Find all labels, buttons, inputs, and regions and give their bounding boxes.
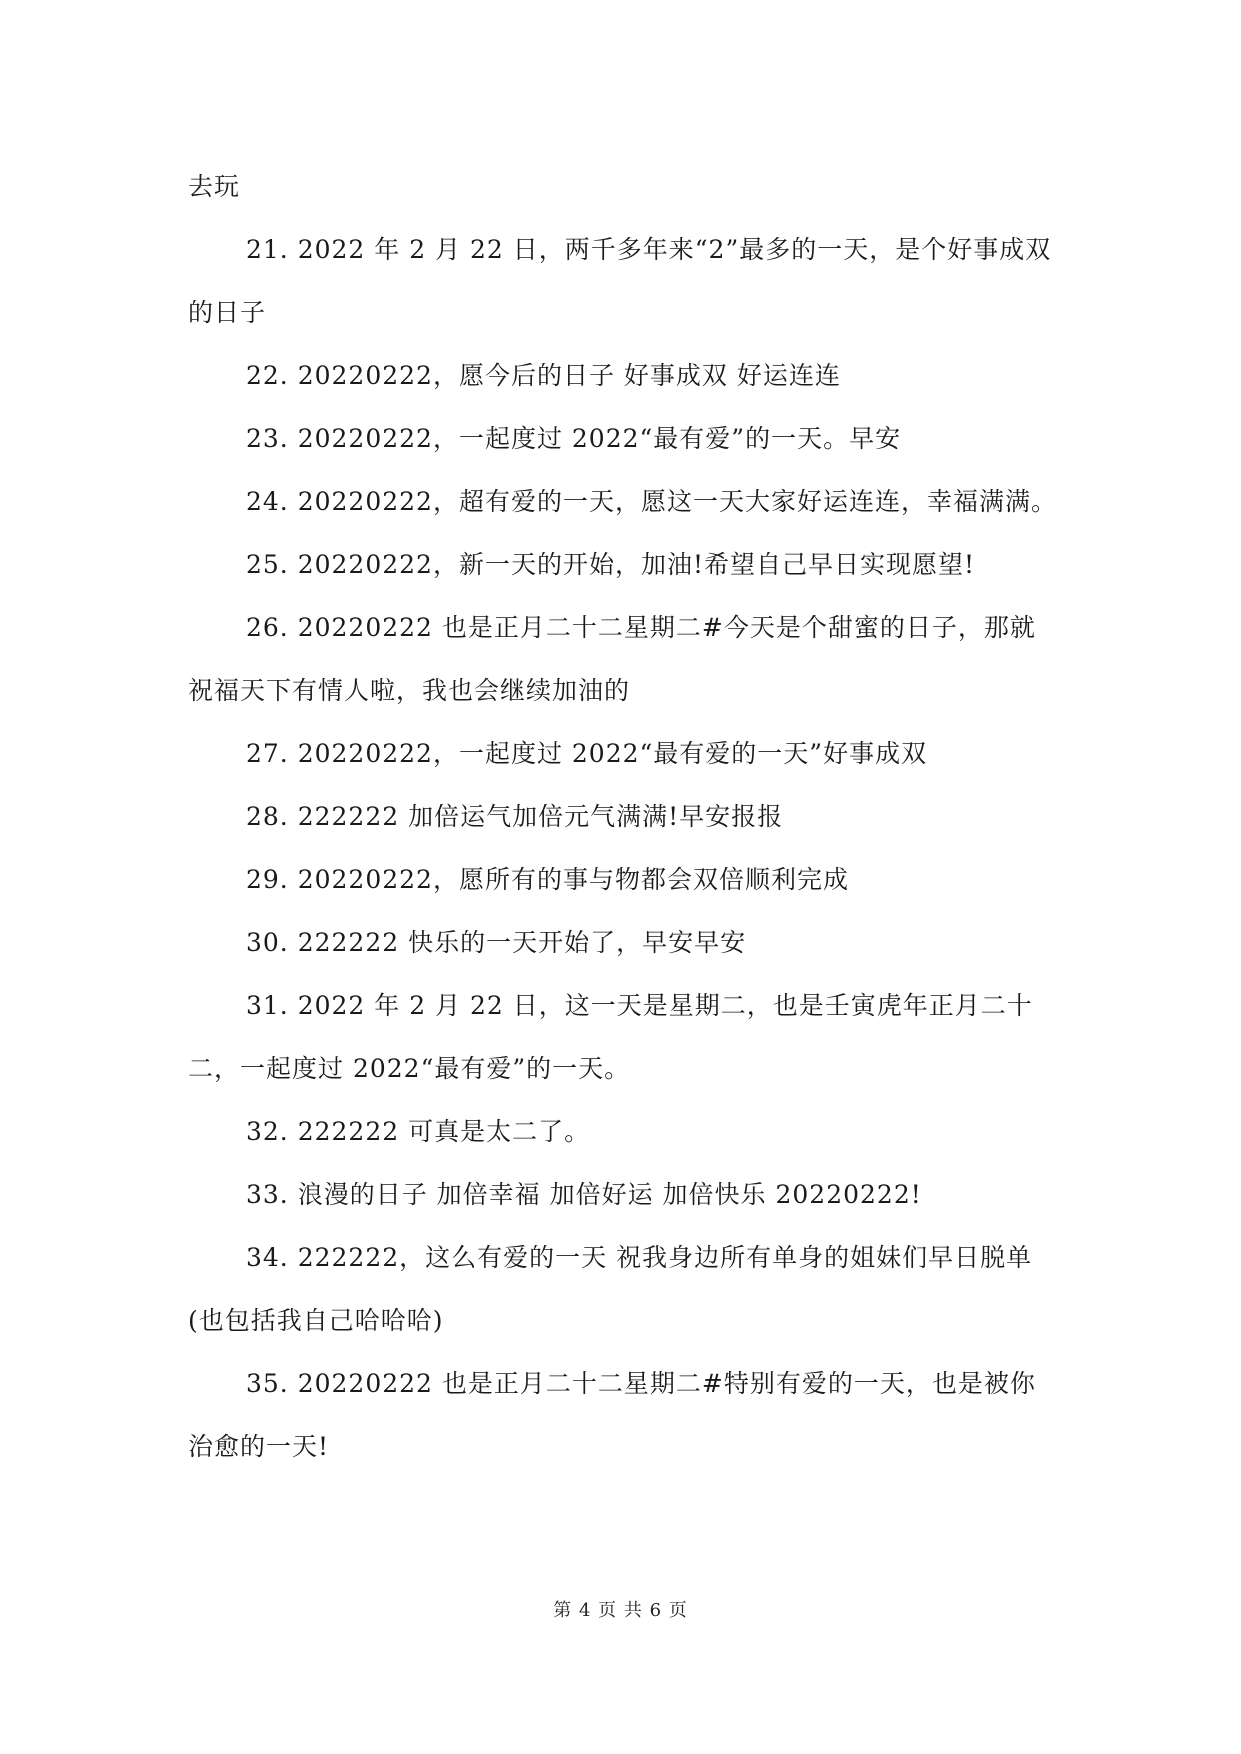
list-item-34: 34. 222222，这么有爱的一天 祝我身边所有单身的姐妹们早日脱单(也包括我自己哈哈哈) — [188, 1243, 1033, 1335]
list-item-35: 35. 20220222 也是正月二十二星期二#特别有爱的一天，也是被你治愈的一天! — [188, 1369, 1036, 1461]
document-body — [188, 155, 1058, 1478]
list-item-27: 27. 20220222，一起度过 2022“最有爱的一天”好事成双 — [246, 739, 928, 768]
list-item-29: 29. 20220222，愿所有的事与物都会双倍顺利完成 — [246, 865, 849, 894]
list-item-31: 31. 2022 年 2 月 22 日，这一天是星期二，也是壬寅虎年正月二十二，一起度过 2022“最有爱”的一天。 — [188, 991, 1033, 1083]
list-item-23: 23. 20220222，一起度过 2022“最有爱”的一天。早安 — [246, 424, 902, 453]
list-item-26: 26. 20220222 也是正月二十二星期二#今天是个甜蜜的日子，那就祝福天下有情人啦，我也会继续加油的 — [188, 613, 1036, 705]
list-item-33: 33. 浪漫的日子 加倍幸福 加倍好运 加倍快乐 20220222! — [246, 1180, 922, 1209]
list-item-22: 22. 20220222，愿今后的日子 好事成双 好运连连 — [246, 361, 841, 390]
list-item-21: 21. 2022 年 2 月 22 日，两千多年来“2”最多的一天，是个好事成双的日子 — [188, 235, 1052, 327]
page-footer: 第 4 页 共 6 页 — [553, 1600, 688, 1621]
list-item-28: 28. 222222 加倍运气加倍元气满满!早安报报 — [246, 802, 784, 831]
list-item-24: 24. 20220222，超有爱的一天，愿这一天大家好运连连，幸福满满。 — [246, 487, 1057, 516]
list-item-25: 25. 20220222，新一天的开始，加油!希望自己早日实现愿望! — [246, 550, 976, 579]
paragraph-continuation: 去玩 — [188, 172, 241, 201]
list-item-30: 30. 222222 快乐的一天开始了，早安早安 — [246, 928, 747, 957]
list-item-32: 32. 222222 可真是太二了。 — [246, 1117, 591, 1146]
